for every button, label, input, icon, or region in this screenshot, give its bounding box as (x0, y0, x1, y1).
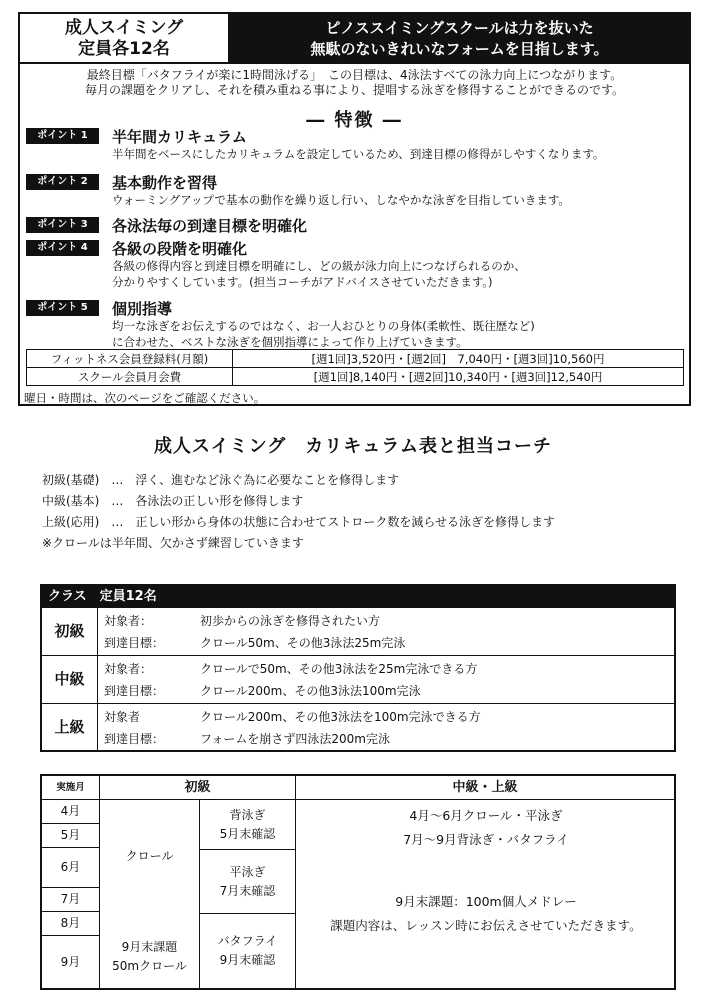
goal-line-2: 毎月の課題をクリアし、それを積み重ねる事により、提唱する泳ぎを修得することができるのです。 (84, 83, 625, 97)
level-intermediate-desc: 中級(基本) … 各泳法の正しい形を修得します (42, 494, 304, 508)
stroke-name: バタフライ (217, 934, 278, 948)
month-cell: 7月 (42, 888, 100, 912)
intro-header (20, 14, 689, 64)
course-title-box (20, 14, 230, 64)
point-desc (112, 192, 570, 208)
target-value: クロール200m、その他3泳法を100m完泳できる方 (200, 710, 481, 724)
goal-value: クロール200m、その他3泳法100m完泳 (200, 684, 421, 698)
month-column-header: 実施月 (42, 776, 100, 800)
capacity-label: 定員各12名 (78, 39, 170, 59)
stroke-name: 平泳ぎ (229, 864, 266, 879)
fee-table (26, 349, 684, 386)
check-date: 5月末確認 (219, 826, 276, 841)
beginner-final-task-cell (100, 912, 200, 988)
beginner-column-header: 初級 (100, 776, 296, 800)
point-badge: ポイント 3 (26, 217, 99, 233)
fee-value: [週1回]8,140円・[週2回]10,340円・[週3回]12,540円 (233, 368, 684, 386)
goal-label: 到達目標： (104, 636, 165, 650)
point-desc-line: 分かりやすくしています。(担当コーチがアドバイスさせていただきます。) (112, 275, 493, 289)
slogan-line-1: ピノススイミングスクールは力を抜いた (325, 19, 594, 37)
butterfly-cell (200, 914, 296, 988)
class-level: 上級 (42, 704, 98, 751)
fee-value: [週1回]3,520円・[週2回] 7,040円・[週3回]10,560円 (233, 350, 684, 368)
point-desc (112, 258, 526, 290)
final-goal-text (20, 68, 689, 98)
mid-task-note: 課題内容は、レッスン時にお伝えさせていただきます。 (330, 918, 642, 933)
point-badge: ポイント 2 (26, 174, 99, 190)
month-cell: 6月 (42, 848, 100, 888)
fee-label: フィットネス会員登録料(月額) (27, 350, 233, 368)
class-row-advanced (42, 703, 674, 751)
goal-line-1: 最終目標「バタフライが楽に1時間泳げる」 この目標は、4泳法すべての泳力向上につながります。 (86, 68, 623, 82)
level-descriptions (42, 470, 555, 554)
intermediate-advanced-column-header: 中級・上級 (296, 776, 674, 800)
target-label: 対象者： (104, 614, 153, 628)
point-title: 各級の段階を明確化 (112, 240, 248, 258)
point-title: 各泳法毎の到達目標を明確化 (112, 217, 308, 235)
point-desc-line: 均一な泳ぎをお伝えするのではなく、お一人おひとりの身体(柔軟性、既往歴など) (112, 319, 535, 333)
point-desc-line: に合わせた、ベストな泳ぎを個別指導によって作り上げていきます。 (112, 335, 468, 349)
point-badge: ポイント 5 (26, 300, 99, 316)
class-level: 中級 (42, 656, 98, 703)
month-cell: 8月 (42, 912, 100, 936)
schedule-note: 曜日・時間は、次のページをご確認ください。 (24, 391, 266, 405)
class-row-beginner (42, 607, 674, 655)
final-task-detail: 50mクロール (112, 959, 187, 973)
goal-label: 到達目標： (104, 732, 165, 746)
backstroke-cell (200, 800, 296, 850)
target-value: クロールで50m、その他3泳法を25m完泳できる方 (200, 662, 478, 676)
class-table-header: クラス 定員12名 (42, 586, 674, 607)
goal-value: フォームを崩さず四泳法200m完泳 (200, 732, 390, 746)
point-badge: ポイント 1 (26, 128, 99, 144)
level-beginner-desc: 初級(基礎) … 浮く、進むなど泳ぐ為に必要なことを修得します (42, 473, 400, 487)
point-title: 半年間カリキュラム (112, 128, 247, 146)
point-desc-line: 各級の修得内容と到達目標を明確にし、どの級が泳力向上につなげられるのか、 (112, 259, 526, 273)
final-task-label: 9月末課題 (121, 940, 178, 954)
curriculum-title: 成人スイミング カリキュラム表と担当コーチ (153, 436, 553, 457)
target-label: 対象者 (104, 710, 141, 724)
mid-schedule-line-1: 4月～6月クロール・平泳ぎ (409, 808, 563, 823)
point-title: 基本動作を習得 (112, 174, 218, 192)
schedule-table (40, 774, 676, 990)
intro-panel (18, 12, 691, 406)
stroke-name: 背泳ぎ (229, 807, 266, 822)
fee-row (27, 350, 684, 368)
check-date: 7月末確認 (219, 883, 276, 898)
point-desc-line: 半年間をベースにしたカリキュラムを設定しているため、到達目標の修得がしやすくなります。 (112, 147, 605, 161)
mid-schedule-line-2: 7月～9月背泳ぎ・バタフライ (403, 832, 569, 847)
level-advanced-desc: 上級(応用) … 正しい形から身体の状態に合わせてストローク数を減らせる泳ぎを修得します (42, 515, 556, 529)
features-heading: ― 特徴 ― (306, 110, 403, 131)
fee-label: スクール会員月会費 (27, 368, 233, 386)
month-cell: 5月 (42, 824, 100, 848)
point-desc (112, 146, 604, 162)
target-value: 初歩からの泳ぎを修得されたい方 (200, 614, 381, 628)
check-date: 9月末確認 (219, 953, 276, 967)
point-badge: ポイント 4 (26, 240, 99, 256)
course-title: 成人スイミング (64, 18, 184, 38)
class-level: 初級 (42, 608, 98, 655)
month-cell: 4月 (42, 800, 100, 824)
crawl-cell: クロール (100, 800, 200, 912)
crawl-note: ※クロールは半年間、欠かさず練習していきます (42, 536, 304, 550)
goal-label: 到達目標： (104, 684, 165, 698)
month-cell: 9月 (42, 936, 100, 988)
mid-final-task: 9月末課題：100m個人メドレー (395, 894, 577, 909)
goal-value: クロール50m、その他3泳法25m完泳 (200, 636, 406, 650)
breaststroke-cell (200, 850, 296, 914)
slogan-line-2: 無駄のないきれいなフォームを目指します。 (310, 40, 609, 58)
point-desc-line: ウォーミングアップで基本の動作を繰り返し行い、しなやかな泳ぎを目指していきます。 (112, 193, 570, 207)
class-table (40, 584, 676, 752)
target-label: 対象者： (104, 662, 153, 676)
point-desc (112, 318, 535, 350)
school-slogan-box (230, 14, 689, 64)
fee-row (27, 368, 684, 386)
class-row-intermediate (42, 655, 674, 703)
point-title: 個別指導 (112, 300, 173, 318)
